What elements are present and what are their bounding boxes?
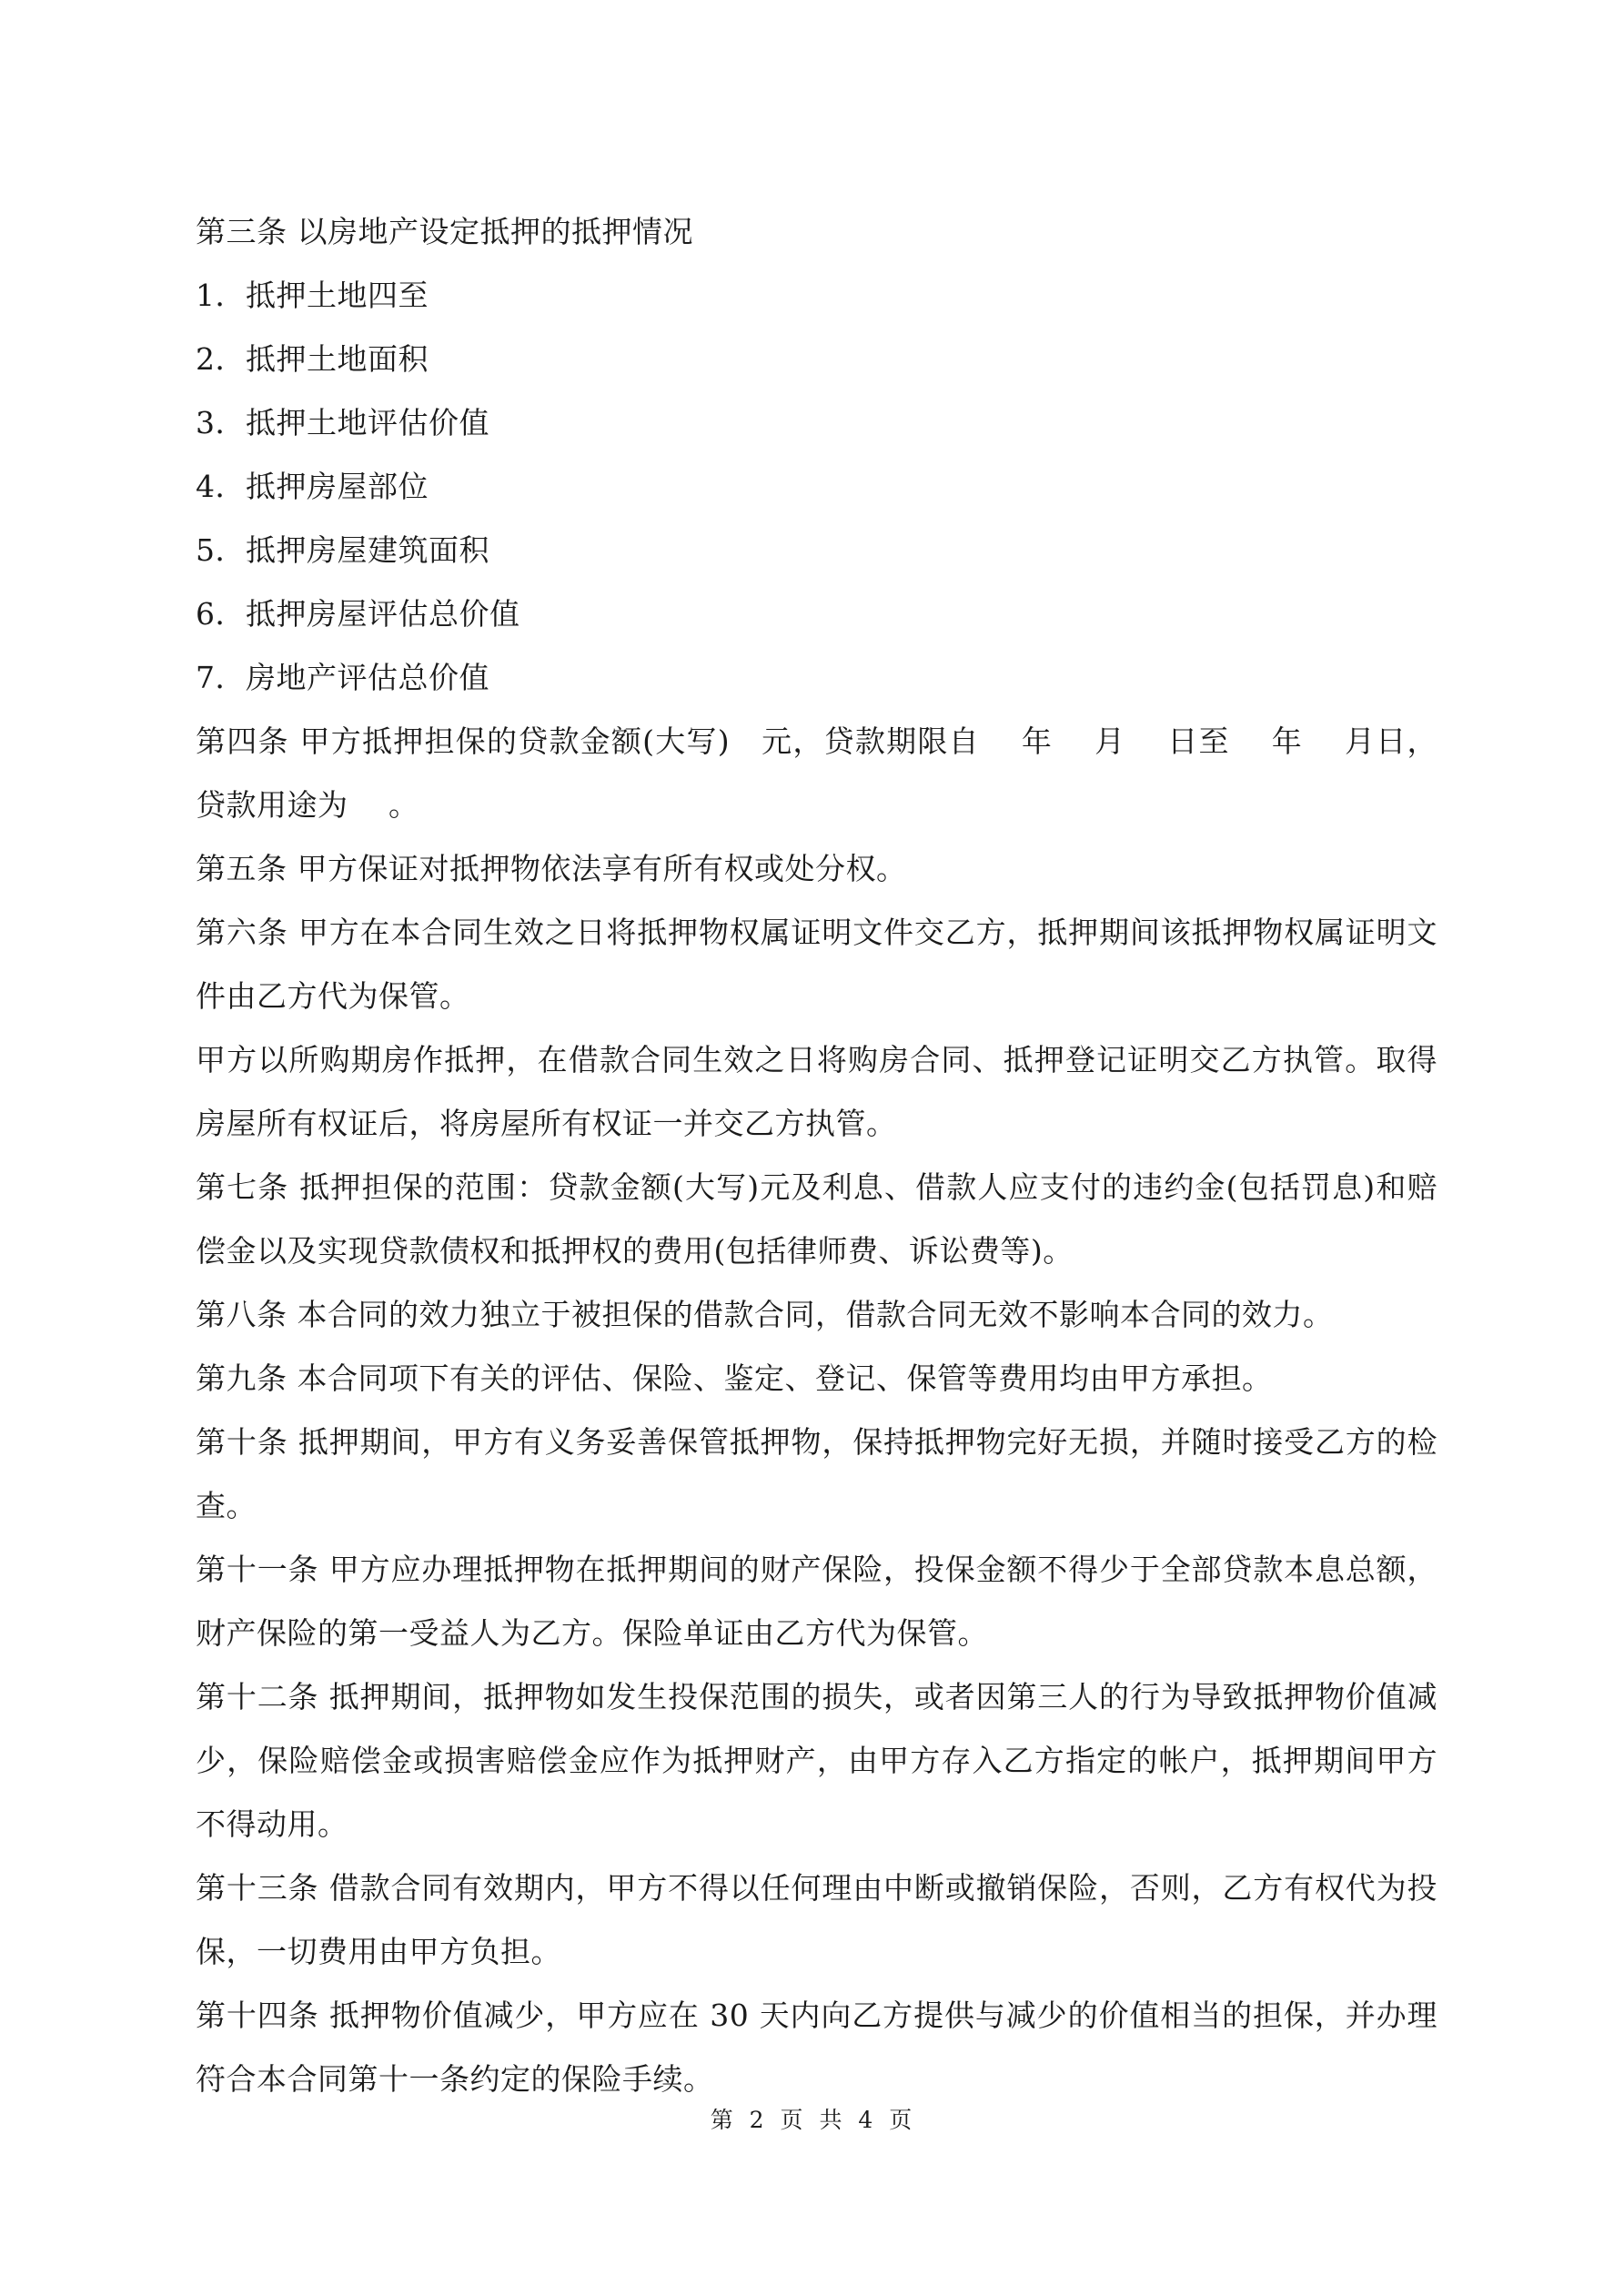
clause-4: 第四条 甲方抵押担保的贷款金额(大写) 元，贷款期限自 年 月 日至 年 月日，贷款用途为 。 <box>196 723 1437 823</box>
clause-3-item-5: 5．抵押房屋建筑面积 <box>196 532 489 568</box>
clause-11: 第十一条 甲方应办理抵押物在抵押期间的财产保险，投保金额不得少于全部贷款本息总额，财产保险的第一受益人为乙方。保险单证由乙方代为保管。 <box>196 1552 1437 1651</box>
clause-3-item-2: 2．抵押土地面积 <box>196 341 429 377</box>
clause-6: 第六条 甲方在本合同生效之日将抵押物权属证明文件交乙方，抵押期间该抵押物权属证明文件由乙方代为保管。 <box>196 915 1437 1014</box>
clause-5: 第五条 甲方保证对抵押物依法享有所有权或处分权。 <box>196 851 907 886</box>
clause-3-item-7: 7．房地产评估总价值 <box>196 660 489 695</box>
clause-9: 第九条 本合同项下有关的评估、保险、鉴定、登记、保管等费用均由甲方承担。 <box>196 1360 1273 1396</box>
clause-7: 第七条 抵押担保的范围：贷款金额(大写)元及利息、借款人应支付的违约金(包括罚息)和赔偿金以及实现贷款债权和抵押权的费用(包括律师费、诉讼费等)。 <box>196 1169 1437 1269</box>
clause-13: 第十三条 借款合同有效期内，甲方不得以任何理由中断或撤销保险，否则，乙方有权代为投保，一切费用由甲方负担。 <box>196 1870 1437 1969</box>
clause-3-item-1: 1．抵押土地四至 <box>196 278 429 313</box>
clause-3-item-4: 4．抵押房屋部位 <box>196 469 429 504</box>
clause-14: 第十四条 抵押物价值减少，甲方应在 30 天内向乙方提供与减少的价值相当的担保，并办理符合本合同第十一条约定的保险手续。 <box>196 1998 1437 2097</box>
clause-10: 第十条 抵押期间，甲方有义务妥善保管抵押物，保持抵押物完好无损，并随时接受乙方的检查。 <box>196 1424 1437 1523</box>
clause-3-item-3: 3．抵押土地评估价值 <box>196 405 489 440</box>
clause-12: 第十二条 抵押期间，抵押物如发生投保范围的损失，或者因第三人的行为导致抵押物价值减少，保险赔偿金或损害赔偿金应作为抵押财产，由甲方存入乙方指定的帐户，抵押期间甲方不得动用。 <box>196 1679 1437 1842</box>
clause-3-heading: 第三条 以房地产设定抵押的抵押情况 <box>196 214 693 249</box>
clause-8: 第八条 本合同的效力独立于被担保的借款合同，借款合同无效不影响本合同的效力。 <box>196 1297 1334 1332</box>
page-number-footer: 第 2 页 共 4 页 <box>710 2107 914 2133</box>
clause-6-supplement: 甲方以所购期房作抵押，在借款合同生效之日将购房合同、抵押登记证明交乙方执管。取得房屋所有权证后，将房屋所有权证一并交乙方执管。 <box>196 1042 1437 1141</box>
document-body <box>196 200 1437 2111</box>
clause-3-item-6: 6．抵押房屋评估总价值 <box>196 596 520 632</box>
